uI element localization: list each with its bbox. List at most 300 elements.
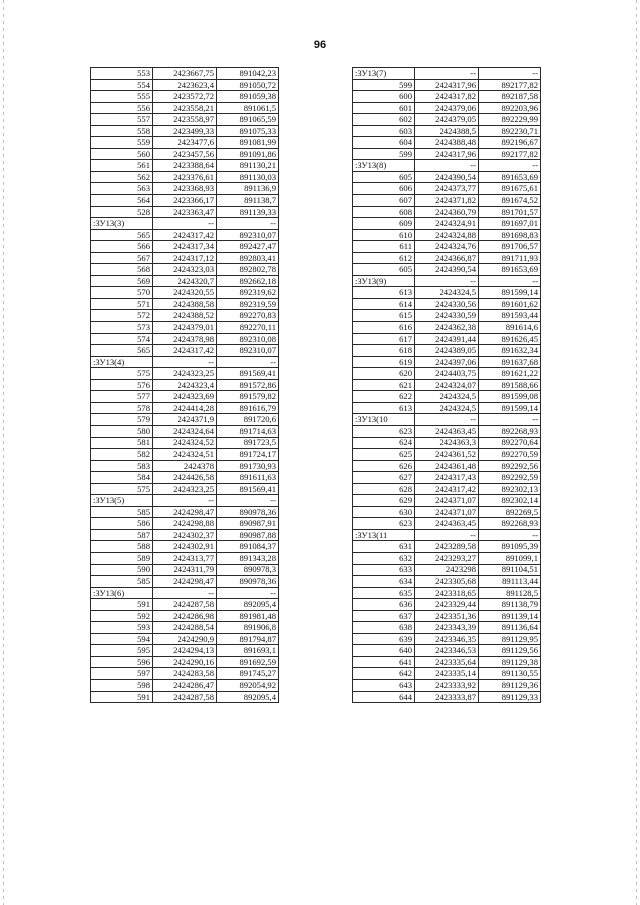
point-number-cell: 613	[353, 287, 415, 299]
point-number-cell: 584	[91, 472, 153, 484]
point-number-cell: 561	[91, 160, 153, 172]
point-number-cell: 555	[91, 91, 153, 103]
table-row	[353, 483, 541, 495]
x-coordinate-cell: --	[415, 414, 479, 426]
table-row	[353, 368, 541, 380]
x-coordinate-cell: 2424379,05	[415, 114, 479, 126]
y-coordinate-cell: 892319,59	[217, 298, 279, 310]
table-row	[353, 402, 541, 414]
x-coordinate-cell: 2423293,27	[415, 552, 479, 564]
x-coordinate-cell: 2423477,6	[153, 137, 217, 149]
table-row	[353, 264, 541, 276]
point-number-cell: 573	[91, 322, 153, 334]
y-coordinate-cell: 891569,41	[217, 368, 279, 380]
table-row	[91, 148, 279, 160]
point-number-cell: 595	[91, 645, 153, 657]
y-coordinate-cell: 891632,34	[479, 345, 541, 357]
y-coordinate-cell: 891906,8	[217, 622, 279, 634]
y-coordinate-cell: 891081,99	[217, 137, 279, 149]
point-number-cell: 617	[353, 333, 415, 345]
x-coordinate-cell: 2424361,52	[415, 449, 479, 461]
x-coordinate-cell: 2423623,4	[153, 79, 217, 91]
table-row	[353, 91, 541, 103]
y-coordinate-cell: 891599,14	[479, 402, 541, 414]
point-number-cell: 590	[91, 564, 153, 576]
x-coordinate-cell: 2424302,91	[153, 541, 217, 553]
table-row	[353, 541, 541, 553]
table-row	[353, 137, 541, 149]
point-number-cell: 620	[353, 368, 415, 380]
x-coordinate-cell: 2424298,47	[153, 506, 217, 518]
x-coordinate-cell: 2424287,58	[153, 599, 217, 611]
table-row	[91, 633, 279, 645]
point-number-cell: 594	[91, 633, 153, 645]
point-number-cell: 634	[353, 576, 415, 588]
y-coordinate-cell: 891653,69	[479, 171, 541, 183]
y-coordinate-cell: 891692,59	[217, 656, 279, 668]
y-coordinate-cell: 891794,87	[217, 633, 279, 645]
x-coordinate-cell: 2424371,07	[415, 506, 479, 518]
point-number-cell: 607	[353, 195, 415, 207]
y-coordinate-cell: 892268,93	[479, 425, 541, 437]
y-coordinate-cell: 891139,33	[217, 206, 279, 218]
x-coordinate-cell: --	[153, 495, 217, 507]
point-number-cell: 563	[91, 183, 153, 195]
table-row	[91, 264, 279, 276]
point-number-cell: 565	[91, 345, 153, 357]
point-number-cell: 574	[91, 333, 153, 345]
point-number-cell: 642	[353, 668, 415, 680]
table-row	[91, 379, 279, 391]
y-coordinate-cell: 891614,6	[479, 322, 541, 334]
x-coordinate-cell: 2423388,64	[153, 160, 217, 172]
y-coordinate-cell: 890978,3	[217, 564, 279, 576]
point-number-cell: 558	[91, 125, 153, 137]
table-row	[91, 414, 279, 426]
point-number-cell: 610	[353, 229, 415, 241]
x-coordinate-cell: 2424426,58	[153, 472, 217, 484]
x-coordinate-cell: 2424379,06	[415, 102, 479, 114]
x-coordinate-cell: 2424373,77	[415, 183, 479, 195]
y-coordinate-cell: 892270,59	[479, 449, 541, 461]
table-row	[353, 310, 541, 322]
y-coordinate-cell: 891075,33	[217, 125, 279, 137]
x-coordinate-cell: 2424361,48	[415, 460, 479, 472]
point-number-cell: 627	[353, 472, 415, 484]
x-coordinate-cell: --	[153, 218, 217, 230]
y-coordinate-cell: 891136,64	[479, 622, 541, 634]
x-coordinate-cell: 2424363,45	[415, 425, 479, 437]
page-number: 96	[313, 39, 327, 51]
table-row	[353, 449, 541, 461]
x-coordinate-cell: 2423333,87	[415, 691, 479, 703]
table-row	[353, 564, 541, 576]
y-coordinate-cell: 892270,83	[217, 310, 279, 322]
table-row	[91, 333, 279, 345]
x-coordinate-cell: 2424286,98	[153, 610, 217, 622]
point-number-cell: 575	[91, 483, 153, 495]
table-row	[353, 379, 541, 391]
y-coordinate-cell: --	[217, 587, 279, 599]
table-row	[353, 195, 541, 207]
table-row	[353, 610, 541, 622]
table-row	[91, 656, 279, 668]
y-coordinate-cell: 892302,14	[479, 495, 541, 507]
point-number-cell: 580	[91, 425, 153, 437]
x-coordinate-cell: 2424388,52	[153, 310, 217, 322]
point-number-cell: 623	[353, 425, 415, 437]
table-row	[353, 460, 541, 472]
table-row	[91, 125, 279, 137]
point-number-cell: 605	[353, 171, 415, 183]
table-row	[91, 552, 279, 564]
section-label-cell: :ЗУ13(9)	[353, 275, 415, 287]
point-number-cell: 591	[91, 691, 153, 703]
table-row	[91, 195, 279, 207]
x-coordinate-cell: 2424317,43	[415, 472, 479, 484]
point-number-cell: 618	[353, 345, 415, 357]
x-coordinate-cell: 2424363,45	[415, 518, 479, 530]
y-coordinate-cell: 890978,36	[217, 506, 279, 518]
x-coordinate-cell: 2424323,25	[153, 483, 217, 495]
x-coordinate-cell: 2423318,65	[415, 587, 479, 599]
x-coordinate-cell: 2424388,5	[415, 125, 479, 137]
x-coordinate-cell: 2423305,68	[415, 576, 479, 588]
point-number-cell: 624	[353, 437, 415, 449]
point-number-cell: 622	[353, 391, 415, 403]
point-number-cell: 585	[91, 576, 153, 588]
table-row	[353, 148, 541, 160]
table-row	[91, 610, 279, 622]
table-row	[353, 79, 541, 91]
x-coordinate-cell: 2424323,03	[153, 264, 217, 276]
section-label-cell: :ЗУ13(11	[353, 529, 415, 541]
point-number-cell: 528	[91, 206, 153, 218]
y-coordinate-cell: 891343,28	[217, 552, 279, 564]
x-coordinate-cell: 2424313,77	[153, 552, 217, 564]
y-coordinate-cell: 890987,88	[217, 529, 279, 541]
x-coordinate-cell: 2424366,87	[415, 252, 479, 264]
point-number-cell: 576	[91, 379, 153, 391]
y-coordinate-cell: 892177,82	[479, 148, 541, 160]
table-row	[353, 518, 541, 530]
point-number-cell: 564	[91, 195, 153, 207]
y-coordinate-cell: 891724,17	[217, 449, 279, 461]
point-number-cell: 591	[91, 599, 153, 611]
y-coordinate-cell: 892310,08	[217, 333, 279, 345]
table-row	[91, 645, 279, 657]
table-row	[91, 437, 279, 449]
y-coordinate-cell: 891095,39	[479, 541, 541, 553]
table-row	[91, 241, 279, 253]
x-coordinate-cell: 2424379,01	[153, 322, 217, 334]
table-row	[353, 425, 541, 437]
x-coordinate-cell: 2424330,56	[415, 298, 479, 310]
point-number-cell: 640	[353, 645, 415, 657]
y-coordinate-cell: 891129,33	[479, 691, 541, 703]
x-coordinate-cell: 2424324,5	[415, 402, 479, 414]
y-coordinate-cell: 891601,62	[479, 298, 541, 310]
table-row	[91, 287, 279, 299]
table-row	[353, 622, 541, 634]
x-coordinate-cell: 2424391,44	[415, 333, 479, 345]
x-coordinate-cell: 2424390,54	[415, 171, 479, 183]
table-row	[353, 218, 541, 230]
table-row	[353, 206, 541, 218]
x-coordinate-cell: 2423289,58	[415, 541, 479, 553]
coordinates-table-left-body	[91, 68, 279, 703]
y-coordinate-cell: 891697,01	[479, 218, 541, 230]
point-number-cell: 643	[353, 679, 415, 691]
y-coordinate-cell: 891065,59	[217, 114, 279, 126]
point-number-cell: 615	[353, 310, 415, 322]
section-label-cell: :ЗУ13(7)	[353, 68, 415, 80]
x-coordinate-cell: 2424324,64	[153, 425, 217, 437]
y-coordinate-cell: 891130,55	[479, 668, 541, 680]
table-row	[353, 691, 541, 703]
y-coordinate-cell: 892802,78	[217, 264, 279, 276]
point-number-cell: 556	[91, 102, 153, 114]
y-coordinate-cell: 891130,03	[217, 171, 279, 183]
table-row	[91, 576, 279, 588]
y-coordinate-cell: 892095,4	[217, 691, 279, 703]
y-coordinate-cell: --	[479, 414, 541, 426]
point-number-cell: 628	[353, 483, 415, 495]
x-coordinate-cell: 2424317,42	[153, 345, 217, 357]
point-number-cell: 635	[353, 587, 415, 599]
x-coordinate-cell: 2424286,47	[153, 679, 217, 691]
x-coordinate-cell: 2423298	[415, 564, 479, 576]
point-number-cell: 588	[91, 541, 153, 553]
coordinates-table-right-body	[353, 68, 541, 703]
table-row	[353, 322, 541, 334]
y-coordinate-cell: 890987,91	[217, 518, 279, 530]
y-coordinate-cell: 891061,5	[217, 102, 279, 114]
x-coordinate-cell: 2424302,37	[153, 529, 217, 541]
table-row	[353, 668, 541, 680]
x-coordinate-cell: 2424363,3	[415, 437, 479, 449]
table-row	[91, 449, 279, 461]
x-coordinate-cell: 2423572,72	[153, 91, 217, 103]
y-coordinate-cell: 892302,13	[479, 483, 541, 495]
x-coordinate-cell: 2424330,59	[415, 310, 479, 322]
table-row	[353, 645, 541, 657]
x-coordinate-cell: 2424311,79	[153, 564, 217, 576]
table-row	[91, 310, 279, 322]
table-row	[91, 529, 279, 541]
y-coordinate-cell: 891593,44	[479, 310, 541, 322]
point-number-cell: 578	[91, 402, 153, 414]
y-coordinate-cell: 891059,38	[217, 91, 279, 103]
scan-edge-left	[3, 0, 4, 905]
point-number-cell: 559	[91, 137, 153, 149]
x-coordinate-cell: --	[415, 529, 479, 541]
table-row	[91, 668, 279, 680]
table-row	[353, 576, 541, 588]
y-coordinate-cell: 892177,82	[479, 79, 541, 91]
point-number-cell: 592	[91, 610, 153, 622]
point-number-cell: 589	[91, 552, 153, 564]
table-row	[353, 252, 541, 264]
table-row	[91, 160, 279, 172]
table-row	[91, 171, 279, 183]
x-coordinate-cell: 2424317,96	[415, 79, 479, 91]
y-coordinate-cell: 891626,45	[479, 333, 541, 345]
y-coordinate-cell: 891621,22	[479, 368, 541, 380]
y-coordinate-cell: 890978,36	[217, 576, 279, 588]
y-coordinate-cell: 891569,41	[217, 483, 279, 495]
table-row	[353, 552, 541, 564]
table-row	[353, 495, 541, 507]
x-coordinate-cell: 2423667,75	[153, 68, 217, 80]
x-coordinate-cell: 2423346,35	[415, 633, 479, 645]
y-coordinate-cell: 891579,82	[217, 391, 279, 403]
y-coordinate-cell: 891720,6	[217, 414, 279, 426]
point-number-cell: 593	[91, 622, 153, 634]
table-row	[91, 691, 279, 703]
y-coordinate-cell: 891745,27	[217, 668, 279, 680]
point-number-cell: 554	[91, 79, 153, 91]
point-number-cell: 638	[353, 622, 415, 634]
x-coordinate-cell: 2424317,96	[415, 148, 479, 160]
table-row	[91, 91, 279, 103]
y-coordinate-cell: 891599,14	[479, 287, 541, 299]
point-number-cell: 639	[353, 633, 415, 645]
y-coordinate-cell: 891572,86	[217, 379, 279, 391]
y-coordinate-cell: 891042,23	[217, 68, 279, 80]
y-coordinate-cell: 892270,11	[217, 322, 279, 334]
x-coordinate-cell: 2424362,38	[415, 322, 479, 334]
point-number-cell: 553	[91, 68, 153, 80]
point-number-cell: 598	[91, 679, 153, 691]
x-coordinate-cell: 2424403,75	[415, 368, 479, 380]
table-row	[91, 460, 279, 472]
y-coordinate-cell: 892292,59	[479, 472, 541, 484]
point-number-cell: 599	[353, 148, 415, 160]
point-number-cell: 606	[353, 183, 415, 195]
point-number-cell: 581	[91, 437, 153, 449]
x-coordinate-cell: --	[415, 275, 479, 287]
table-row	[91, 599, 279, 611]
x-coordinate-cell: 2424378,98	[153, 333, 217, 345]
point-number-cell: 623	[353, 518, 415, 530]
x-coordinate-cell: 2424324,5	[415, 287, 479, 299]
y-coordinate-cell: 891706,57	[479, 241, 541, 253]
x-coordinate-cell: 2424371,82	[415, 195, 479, 207]
x-coordinate-cell: 2423366,17	[153, 195, 217, 207]
table-row	[91, 114, 279, 126]
point-number-cell: 565	[91, 229, 153, 241]
point-number-cell: 632	[353, 552, 415, 564]
y-coordinate-cell: 892803,41	[217, 252, 279, 264]
y-coordinate-cell: --	[217, 495, 279, 507]
point-number-cell: 626	[353, 460, 415, 472]
y-coordinate-cell: 891139,14	[479, 610, 541, 622]
x-coordinate-cell: 2423558,21	[153, 102, 217, 114]
y-coordinate-cell: 892270,64	[479, 437, 541, 449]
point-number-cell: 612	[353, 252, 415, 264]
x-coordinate-cell: 2424287,58	[153, 691, 217, 703]
x-coordinate-cell: 2424388,58	[153, 298, 217, 310]
y-coordinate-cell: 892203,96	[479, 102, 541, 114]
point-number-cell: 601	[353, 102, 415, 114]
table-row	[353, 287, 541, 299]
table-row	[91, 218, 279, 230]
table-row	[353, 345, 541, 357]
point-number-cell: 585	[91, 506, 153, 518]
x-coordinate-cell: --	[415, 68, 479, 80]
y-coordinate-cell: 891675,61	[479, 183, 541, 195]
table-row	[353, 529, 541, 541]
point-number-cell: 577	[91, 391, 153, 403]
point-number-cell: 567	[91, 252, 153, 264]
table-row	[353, 102, 541, 114]
table-row	[91, 587, 279, 599]
x-coordinate-cell: 2424414,28	[153, 402, 217, 414]
x-coordinate-cell: 2424323,4	[153, 379, 217, 391]
x-coordinate-cell: 2423558,97	[153, 114, 217, 126]
y-coordinate-cell: --	[479, 68, 541, 80]
x-coordinate-cell: 2424324,88	[415, 229, 479, 241]
y-coordinate-cell: 892269,5	[479, 506, 541, 518]
y-coordinate-cell: 891723,5	[217, 437, 279, 449]
table-row	[353, 599, 541, 611]
x-coordinate-cell: 2424323,25	[153, 368, 217, 380]
y-coordinate-cell: 891129,36	[479, 679, 541, 691]
x-coordinate-cell: 2424320,55	[153, 287, 217, 299]
point-number-cell: 611	[353, 241, 415, 253]
y-coordinate-cell: --	[479, 529, 541, 541]
y-coordinate-cell: 892427,47	[217, 241, 279, 253]
table-row	[353, 472, 541, 484]
table-row	[91, 541, 279, 553]
section-label-cell: :ЗУ13(4)	[91, 356, 153, 368]
point-number-cell: 596	[91, 656, 153, 668]
x-coordinate-cell: 2424317,42	[415, 483, 479, 495]
point-number-cell: 569	[91, 275, 153, 287]
point-number-cell: 605	[353, 264, 415, 276]
y-coordinate-cell: --	[479, 275, 541, 287]
table-row	[91, 275, 279, 287]
x-coordinate-cell: 2424323,69	[153, 391, 217, 403]
scan-edge-right	[636, 0, 637, 905]
x-coordinate-cell: 2424378	[153, 460, 217, 472]
table-row	[91, 356, 279, 368]
point-number-cell: 619	[353, 356, 415, 368]
point-number-cell: 586	[91, 518, 153, 530]
table-row	[353, 114, 541, 126]
point-number-cell: 562	[91, 171, 153, 183]
table-row	[353, 160, 541, 172]
table-row	[91, 229, 279, 241]
table-row	[353, 587, 541, 599]
point-number-cell: 637	[353, 610, 415, 622]
y-coordinate-cell: 892229,99	[479, 114, 541, 126]
x-coordinate-cell: --	[153, 356, 217, 368]
section-label-cell: :ЗУ13(8)	[353, 160, 415, 172]
x-coordinate-cell: 2424371,9	[153, 414, 217, 426]
table-row	[91, 322, 279, 334]
x-coordinate-cell: 2424324,51	[153, 449, 217, 461]
table-row	[353, 679, 541, 691]
y-coordinate-cell: 891698,83	[479, 229, 541, 241]
y-coordinate-cell: 891091,86	[217, 148, 279, 160]
y-coordinate-cell: 892230,71	[479, 125, 541, 137]
table-row	[91, 518, 279, 530]
table-row	[91, 679, 279, 691]
point-number-cell: 644	[353, 691, 415, 703]
y-coordinate-cell: 891136,9	[217, 183, 279, 195]
